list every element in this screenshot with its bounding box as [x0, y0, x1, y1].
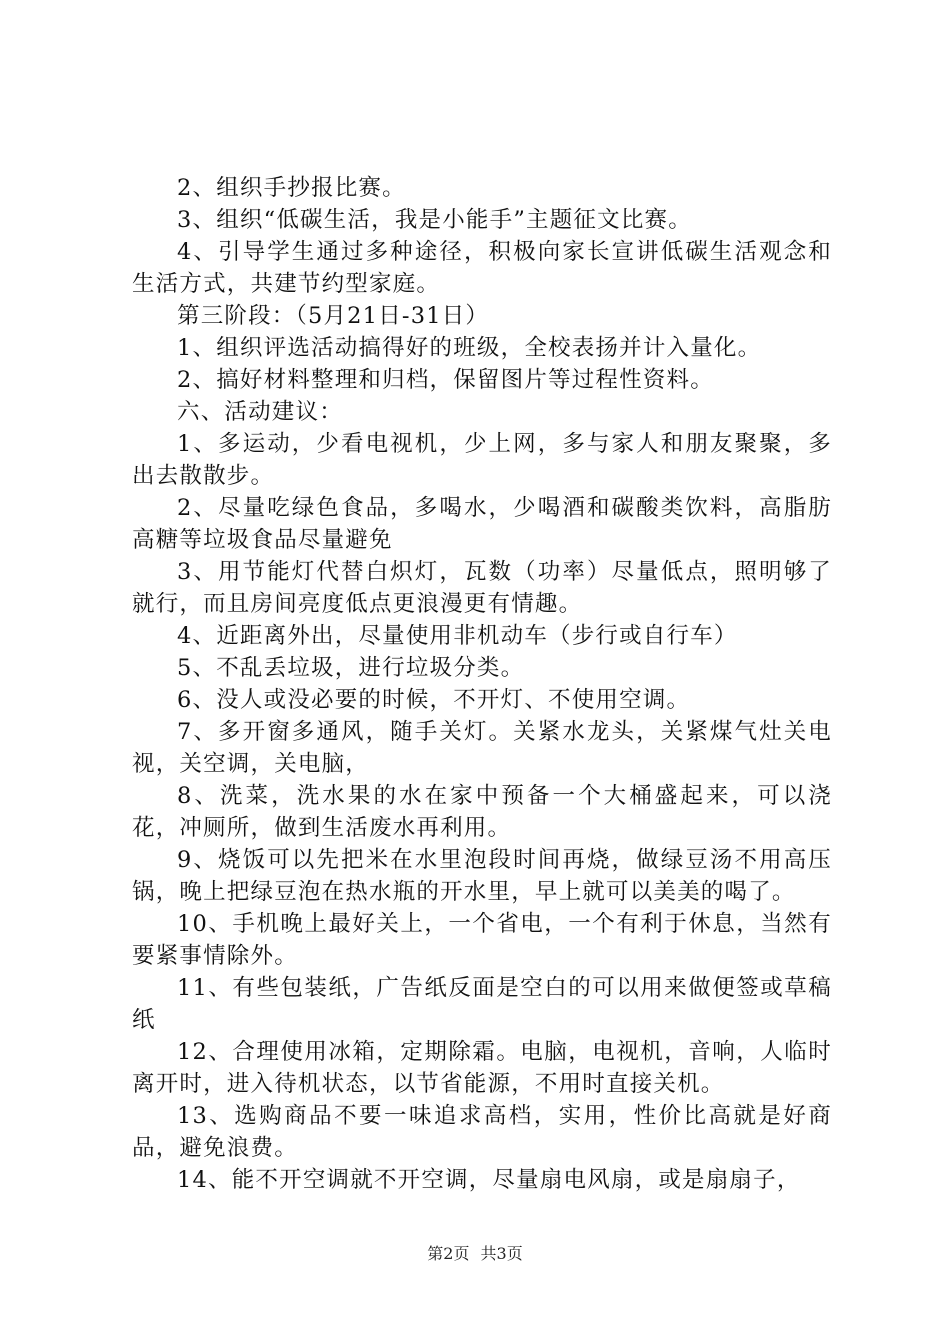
paragraph: 13、选购商品不要一味追求高档，实用，性价比高就是好商品，避免浪费。 [132, 1103, 832, 1161]
page-footer [0, 1243, 950, 1265]
paragraph: 14、能不开空调就不开空调，尽量扇电风扇，或是扇扇子， [177, 1167, 801, 1193]
paragraph: 4、近距离外出，尽量使用非机动车（步行或自行车） [177, 623, 738, 649]
paragraph: 1、多运动，少看电视机，少上网，多与家人和朋友聚聚，多出去散散步。 [132, 431, 832, 489]
page-total: 共3页 [480, 1244, 523, 1263]
paragraph: 6、没人或没必要的时候，不开灯、不使用空调。 [177, 687, 691, 713]
paragraph: 7、多开窗多通风，随手关灯。关紧水龙头，关紧煤气灶关电视，关空调，关电脑， [132, 719, 832, 777]
paragraph: 8、洗菜，洗水果的水在家中预备一个大桶盛起来，可以浇花，冲厕所，做到生活废水再利用。 [132, 783, 832, 841]
paragraph: 1、组织评选活动搞得好的班级，全校表扬并计入量化。 [177, 335, 762, 361]
paragraph: 3、用节能灯代替白炽灯，瓦数（功率）尽量低点，照明够了就行，而且房间亮度低点更浪漫更有情趣。 [132, 559, 832, 617]
paragraph: 2、尽量吃绿色食品，多喝水，少喝酒和碳酸类饮料，高脂肪高糖等垃圾食品尽量避免 [132, 495, 832, 553]
section-heading: 六、活动建议： [177, 399, 343, 425]
document-body [132, 172, 832, 1196]
paragraph: 2、搞好材料整理和归档，保留图片等过程性资料。 [177, 367, 714, 393]
paragraph: 10、手机晚上最好关上，一个省电，一个有利于休息，当然有要紧事情除外。 [132, 911, 832, 969]
page-number: 第2页 [427, 1244, 470, 1263]
paragraph: 4、引导学生通过多种途径，积极向家长宣讲低碳生活观念和生活方式，共建节约型家庭。 [132, 239, 832, 297]
paragraph: 9、烧饭可以先把米在水里泡段时间再烧，做绿豆汤不用高压锅，晚上把绿豆泡在热水瓶的开水里，早上就可以美美的喝了。 [132, 847, 832, 905]
paragraph: 12、合理使用冰箱，定期除霜。电脑，电视机，音响，人临时离开时，进入待机状态，以节省能源，不用时直接关机。 [132, 1039, 832, 1097]
section-heading: 第三阶段：（5月21日-31日） [177, 303, 490, 329]
paragraph: 5、不乱丢垃圾，进行垃圾分类。 [177, 655, 525, 681]
paragraph: 2、组织手抄报比赛。 [177, 175, 406, 201]
paragraph: 11、有些包装纸，广告纸反面是空白的可以用来做便签或草稿纸 [132, 975, 832, 1033]
paragraph: 3、组织“低碳生活，我是小能手”主题征文比赛。 [177, 207, 692, 233]
